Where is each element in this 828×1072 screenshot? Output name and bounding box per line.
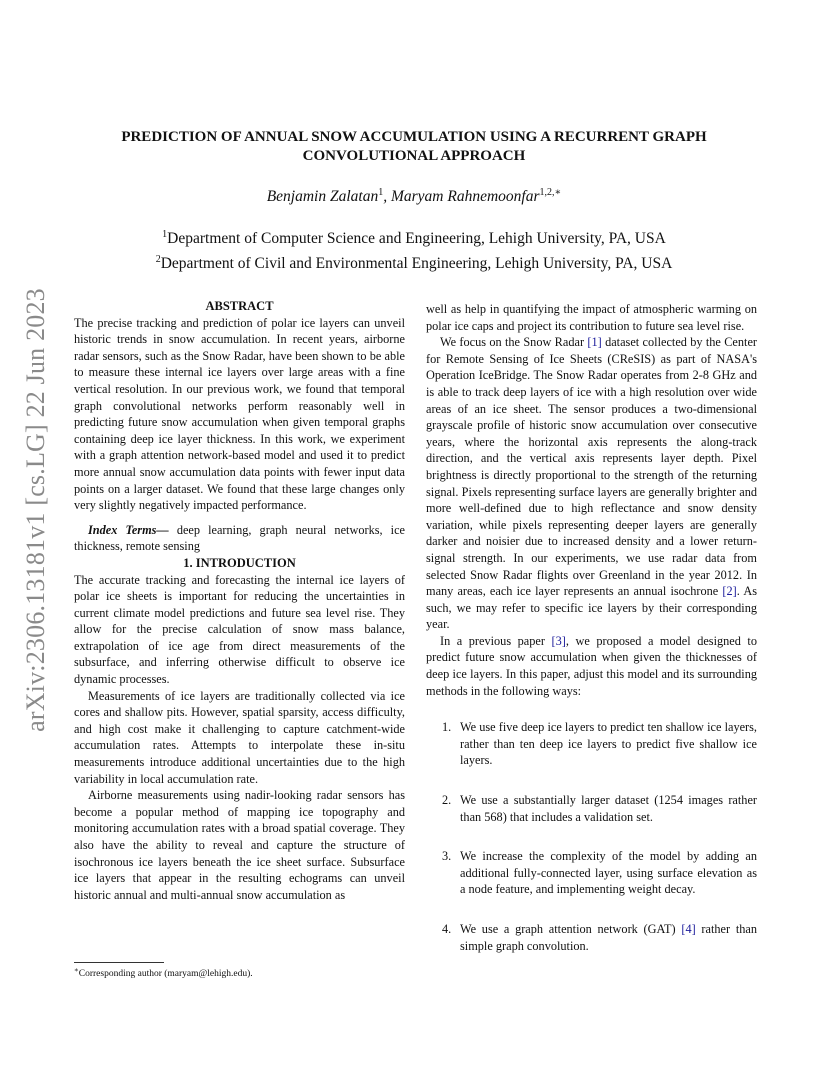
author-list: Benjamin Zalatan$^1$, Maryam Rahnemoonfar$^{1,2,∗}$ (266, 187, 562, 206)
author-affiliation-mark: 1 (378, 187, 384, 198)
intro-paragraph-1: The accurate tracking and forecasting the internal ice layers of polar ice sheets is important for reducing the uncertainties in current climate model predictions and future sea level rise. They allow for the precise calculation of snow mass balance, extrapolation of ice age from direct measurements of the subsurface, and inferring otherwise difficult to observe ice dynamic processes. (74, 572, 405, 687)
citation-link[interactable]: [ 2 ] (722, 584, 736, 598)
right-paragraph-2: In a previous paper [ 3 ] , we proposed a model designed to predict future snow accumulation when given the thicknesses of deep ice layers. In this paper, adjust this model and its surrounding methods in the following ways: (426, 633, 757, 699)
abstract-heading: ABSTRACT (205, 299, 274, 313)
right-paragraph-0: well as help in quantifying the impact of atmospheric warming on polar ice caps and project its contribution to future sea level rise. (426, 302, 757, 333)
modifications-list (426, 719, 757, 954)
title-line-1: PREDICTION OF ANNUAL SNOW ACCUMULATION USING A RECURRENT GRAPH (121, 129, 707, 145)
intro-paragraph-3: Airborne measurements using nadir-looking radar sensors has become a popular method of mapping ice topography and monitoring accumulation rates with a broad spatial coverage. They also have the ability to reveal and capture the structure of isochronous ice layers beneath the ice sheet surface. Subsurface ice layers that appear in the resulting echograms can unveil historic annual and multi-annual snow accumulation as (74, 788, 405, 902)
right-paragraph-1: We focus on the Snow Radar [ 1 ] dataset collected by the Center for Remote Sensing of Ice Sheets (CReSIS) as part of NASA's Operation IceBridge. The Snow Radar operates from 2-8 GHz and is able to track deep layers of ice with a high resolution over wide areas of an ice sheet. The sensor produces a two-dimensional grayscale profile of historic snow accumulation over consecutive years, where the horizontal axis represents the along-track direction, and the vertical axis represents layer depth. Pixel brightness is directly proportional to the strength of the returning signal. Pixels representing surface layers are generally brighter and more well-defined due to high reflectance and snow density variation, while pixels representing deeper layers are generally darker and noisier due to increased density and a lower return-signal strength. In our experiments, we use radar data from selected Snow Radar flights over Greenland in the year 2012. In many areas, each ice layer represents an annual isochrone [ 2 ] . As such, we may refer to specific ice layers by their corresponding year. (426, 334, 757, 633)
index-terms (74, 522, 405, 555)
affiliation-1: $^1$Department of Computer Science and Engineering, Lehigh University, PA, USA (162, 229, 666, 248)
footnote-divider (74, 962, 164, 963)
author-name: Maryam Rahnemoonfar (390, 188, 540, 206)
affiliations (60, 224, 768, 274)
list-item: 4. We use a graph attention network (GAT) [ 4 ] rather than simple graph convolution. (426, 921, 757, 954)
index-terms-text: deep learning, graph neural networks, ice thickness, remote sensing (74, 522, 405, 554)
introduction-heading: 1. INTRODUCTION (183, 555, 296, 570)
title-line-2: CONVOLUTIONAL APPROACH (302, 148, 526, 164)
citation-link[interactable]: [ 1 ] (587, 335, 601, 349)
index-terms-label: Index Terms— (88, 522, 169, 537)
list-item: 1. We use five deep ice layers to predict ten shallow ice layers, rather than ten deep ice layers to predict five shallow ice layers. (442, 720, 757, 768)
arxiv-id[interactable]: arXiv:2306.13181v1 [cs.LG] 22 Jun 2023 (21, 288, 50, 732)
intro-paragraph-2: Measurements of ice layers are traditionally collected via ice cores and shallow pits. However, spatial sparsity, access difficulty, and high cost make it challenging to capture catchment-wide accumulation rates. Attempts to interpolate these in-situ measurements introduce additional uncertainties due to the high variability in local accumulation rate. (74, 688, 405, 786)
abstract-text: The precise tracking and prediction of polar ice layers can unveil historic trends in snow accumulation. In recent years, airborne radar sensors, such as the Snow Radar, have been shown to be able to measure these internal ice layers over large areas with a fine vertical resolution. In our previous work, we found that temporal graph convolutional networks perform reasonably well in predicting future snow accumulation when given temporal graphs containing deep ice layer thickness. In this work, we experiment with a graph attention network-based model and used it to predict more annual snow accumulation data points with fewer input data points on a larger dataset. We found that these large changes only very slightly negatively impacted performance. (74, 315, 405, 513)
affiliation-2: $^2$Department of Civil and Environmental Engineering, Lehigh University, PA, USA (155, 254, 673, 273)
arxiv-sidebar-stamp (22, 290, 50, 730)
author-affiliation-mark: 1,2,∗ (539, 187, 562, 198)
paper-title (60, 128, 768, 166)
list-item: 3. We increase the complexity of the model by adding an additional fully-connected layer, using surface elevation as a node feature, and implementing weight decay. (442, 849, 757, 897)
author-name: Benjamin Zalatan (266, 188, 379, 206)
citation-link[interactable]: [ 4 ] (681, 922, 695, 936)
list-item: 2. We use a substantially larger dataset (1254 images rather than 568) that includes a validation set. (442, 793, 757, 824)
footnote: ∗Corresponding author (maryam@lehigh.edu). (74, 966, 253, 980)
left-column (74, 298, 405, 903)
citation-link[interactable]: [ 3 ] (551, 634, 565, 648)
right-column (426, 301, 757, 977)
